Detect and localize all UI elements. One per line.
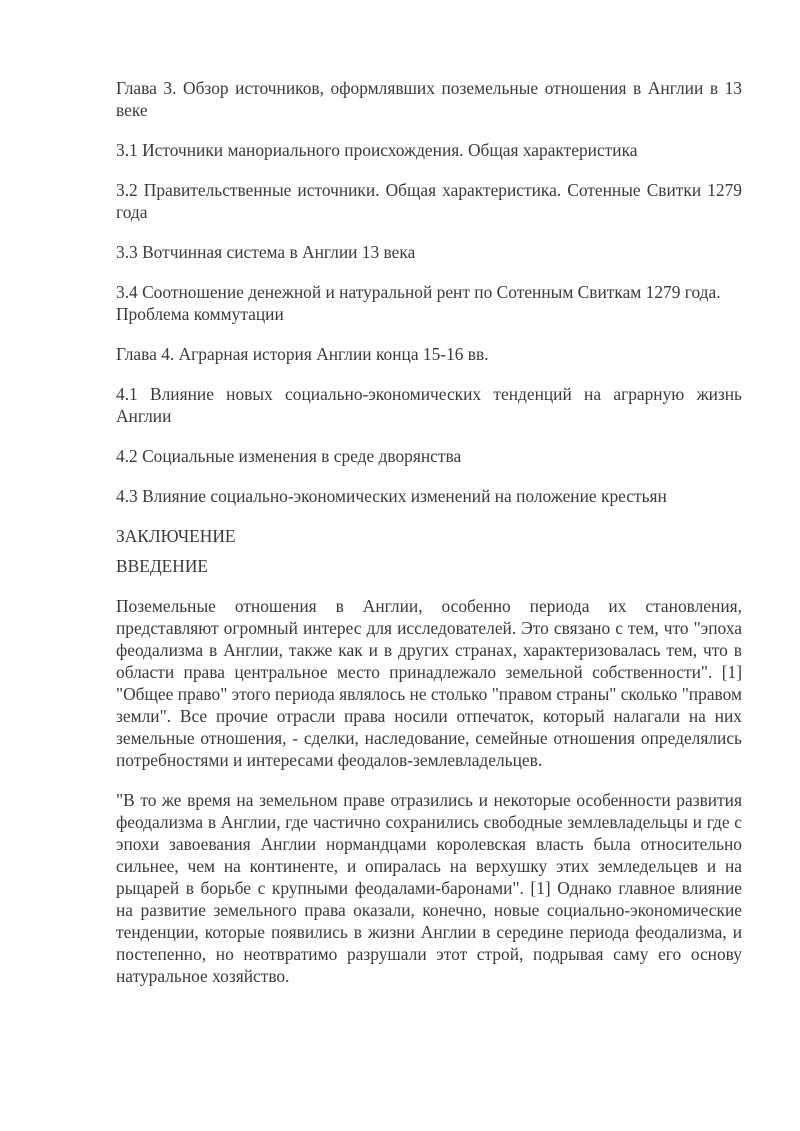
toc-item-4-2: 4.2 Социальные изменения в среде дворянства [116,446,462,466]
toc-item-3-3: 3.3 Вотчинная система в Англии 13 века [116,242,416,262]
intro-paragraph: "В то же время на земельном праве отразились и некоторые особенности развития феодализма в Англии, где частично сохранились свободные землевладельцы и где с эпохи завоевания Англии нормандцами королевская власть была относительно сильнее, чем на континенте, и опиралась на верхушку этих земледельцев и на рыцарей в борьбе с крупными феодалами-баронами". [1] Однако главное влияние на развитие земельного права оказали, конечно, новые социально-экономические тенденции, которые появились в жизни Англии в середине периода феодализма, и постепенно, но неотвратимо разрушали этот строй, подрывая саму его основу натуральное хозяйство. [116,790,742,986]
intro-paragraph: Поземельные отношения в Англии, особенно периода их становления, представляют огромный интерес для исследователей. Это связано с тем, что "эпоха феодализма в Англии, также как и в других странах, характеризовалась тем, что в области права центральное место принадлежало земельной собственности". [1] "Общее право" этого периода являлось не столько "правом страны" сколько "правом земли". Все прочие отрасли права носили отпечаток, который налагали на них земельные отношения, - сделки, наследование, семейные отношения определялись потребностями и интересами феодалов-землевладельцев. [116,596,742,770]
toc-item-3-1: 3.1 Источники манориального происхождения. Общая характеристика [116,140,638,160]
toc-item-conclusion: ЗАКЛЮЧЕНИЕ [116,526,236,546]
toc-item-4-3: 4.3 Влияние социально-экономических изменений на положение крестьян [116,486,667,506]
toc-item-3-4: 3.4 Соотношение денежной и натуральной рент по Сотенным Свиткам 1279 года. Проблема коммутации [116,282,721,324]
toc-item-4-1: 4.1 Влияние новых социально-экономических тенденций на аграрную жизнь Англии [116,384,742,426]
toc-item-chapter-4: Глава 4. Аграрная история Англии конца 15-16 вв. [116,344,489,364]
toc-item-chapter-3: Глава 3. Обзор источников, оформлявших поземельные отношения в Англии в 13 веке [116,78,742,120]
document-page [116,77,742,1005]
toc-item-3-2: 3.2 Правительственные источники. Общая характеристика. Сотенные Свитки 1279 года [116,180,742,222]
intro-heading: ВВЕДЕНИЕ [116,556,209,576]
